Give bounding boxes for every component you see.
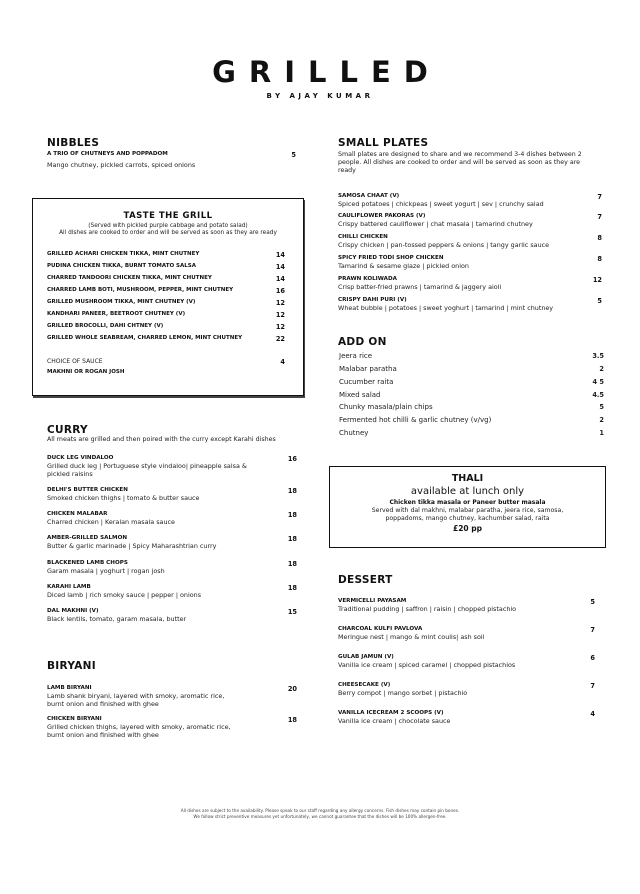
sauce-row (47, 358, 295, 366)
menu-item-price: 8 (597, 255, 602, 263)
taste-the-grill-box (32, 198, 304, 396)
menu-item-price: 5 (590, 598, 595, 606)
menu-item-name: DUCK LEG VINDALOO (47, 455, 114, 461)
menu-item-price: 7 (590, 682, 595, 690)
list-item (47, 299, 295, 306)
taste-the-grill-subtitle: (Served with pickled purple cabbage and potato salad) (88, 223, 248, 229)
menu-item-name: GRILLED MUSHROOM TIKKA, MINT CHUTNEY (V) (47, 299, 196, 305)
list-item (338, 710, 595, 725)
sauce-options: MAKHNI OR ROGAN JOSH (47, 369, 125, 375)
menu-item-name: VANILLA ICECREAM 2 SCOOPS (V) (338, 710, 444, 716)
menu-item-price: 12 (275, 311, 285, 319)
addon-name: Fermented hot chilli & garlic chutney (v/vg) (339, 416, 492, 424)
menu-item-price: 4 (590, 710, 595, 718)
list-item (47, 311, 295, 318)
menu-item-desc: Vanilla ice cream | spiced caramel | chopped pistachios (338, 661, 516, 669)
menu-item-price: 12 (592, 276, 602, 284)
menu-item-desc: Vanilla ice cream | chocolate sauce (338, 717, 451, 725)
thali-heading: THALI (451, 473, 484, 484)
list-item (338, 213, 602, 228)
list-item (339, 365, 604, 373)
list-item (47, 335, 295, 342)
list-item (47, 608, 297, 623)
thali-choice: Chicken tikka masala or Paneer butter masala (389, 499, 546, 506)
menu-item-desc: Berry compot | mango sorbet | pistachio (338, 689, 468, 697)
menu-item-name: CHEESECAKE (V) (338, 682, 391, 688)
allergy-footer (0, 808, 640, 819)
menu-item-price: 16 (275, 287, 285, 295)
menu-item-price: 7 (597, 213, 602, 221)
menu-item-desc: Smoked chicken thighs | tomato & butter sauce (47, 494, 200, 502)
menu-item-desc: Black lentils, tomato, garam masala, butter (47, 615, 187, 623)
curry-description: All meats are grilled and then poired with the curry except Karahi dishes (47, 436, 276, 443)
list-item (338, 297, 602, 312)
list-item (47, 251, 295, 258)
menu-item-name: CHARRED LAMB BOTI, MUSHROOM, PEPPER, MINT CHUTNEY (47, 287, 234, 293)
menu-item-desc: Mango chutney, pickled carrots, spiced onions (47, 161, 196, 169)
list-item (47, 584, 297, 599)
addon-name: Malabar paratha (339, 365, 397, 373)
menu-item-price: 14 (275, 275, 285, 283)
menu-item-desc: Spiced potatoes | chickpeas | sweet yogurt | sev | crunchy salad (338, 200, 544, 208)
small-plates-heading: SMALL PLATES (338, 137, 429, 149)
menu-item-price: 22 (275, 335, 285, 343)
menu-item-desc: Lamb shank biryani, layered with smoky, aromatic rice, burnt onion and finished with ghee (47, 692, 225, 708)
sauce-label: CHOICE OF SAUCE (47, 358, 103, 365)
menu-item-price: 18 (287, 511, 297, 519)
menu-item-desc: Meringue nest | mango & mint coulis| ash soil (338, 633, 485, 641)
menu-item-name: CHARRED TANDOORI CHICKEN TIKKA, MINT CHUTNEY (47, 275, 212, 281)
menu-item-desc: Wheat bubble | potatoes | sweet yoghurt | tamarind | mint chutney (338, 304, 554, 312)
brand-title: GRILLED (212, 55, 441, 89)
addon-name: Chunky masala/plain chips (339, 403, 433, 411)
list-item (339, 403, 604, 411)
list-item (338, 626, 595, 641)
list-item (47, 716, 297, 739)
list-item (338, 598, 595, 613)
list-item (47, 455, 297, 478)
thali-price: £20 pp (452, 524, 482, 533)
menu-item-name: SAMOSA CHAAT (V) (338, 193, 400, 199)
addon-price: 2 (599, 365, 604, 373)
menu-item-price: 18 (287, 487, 297, 495)
menu-item-desc: Crispy chicken | pan-tossed peppers & onions | tangy garlic sauce (338, 241, 550, 249)
list-item (338, 255, 602, 270)
menu-item-desc: Garam masala | yoghurt | rogan josh (47, 567, 165, 575)
menu-item-desc: Diced lamb | rich smoky sauce | pepper | onions (47, 591, 202, 599)
nibbles-heading: NIBBLES (47, 137, 100, 149)
menu-item-desc: Grilled duck leg | Portuguese style vindaloo| pineapple salsa & pickled raisins (47, 462, 247, 478)
menu-item-price: 12 (275, 299, 285, 307)
dessert-heading: DESSERT (338, 574, 393, 586)
list-item (338, 276, 602, 291)
small-plates-description: Small plates are designed to share and we recommend 3-4 dishes between 2 people. All dishes are cooked to order and will be served as soon as they are ready (338, 151, 582, 174)
list-item (339, 391, 604, 399)
addon-name: Chutney (339, 429, 369, 437)
menu-item-name: KANDHARI PANEER, BEETROOT CHUTNEY (V) (47, 311, 186, 317)
addon-price: 4 5 (592, 378, 604, 386)
addon-price: 5 (599, 403, 604, 411)
menu-item-price: 14 (275, 251, 285, 259)
menu-item-desc: Butter & garlic marinade | Spicy Maharashtrian curry (47, 542, 217, 550)
biryani-heading: BIRYANI (47, 660, 96, 672)
menu-item-price: 7 (590, 626, 595, 634)
footer-line-1: All dishes are subject to the availability. Please speak to our staff regarding any allergy concerns. Fish dishes may contain pin bones. (180, 808, 460, 813)
thali-box (329, 466, 606, 548)
taste-the-grill-note: All dishes are cooked to order and will be served as soon as they are ready (59, 230, 277, 236)
menu-item-name: GRILLED BROCOLLI, DAHI CHTNEY (V) (47, 323, 164, 329)
menu-item-name: AMBER-GRILLED SALMON (47, 535, 128, 541)
brand-subtitle: BY AJAY KUMAR (266, 92, 374, 100)
menu-item-desc: Crispy battered cauliflower | chat masala | tamarind chutney (338, 220, 533, 228)
menu-item-price: 16 (287, 455, 297, 463)
add-on-heading: ADD ON (338, 336, 387, 348)
menu-item-price: 18 (287, 535, 297, 543)
menu-item-name: CHICKEN BIRYANI (47, 716, 102, 722)
list-item (47, 275, 295, 282)
addon-name: Jeera rice (339, 352, 373, 360)
menu-item-desc: Traditional pudding | saffron | raisin | chopped pistachio (338, 605, 517, 613)
menu-item-name: VERMICELLI PAYASAM (338, 598, 407, 604)
addon-price: 1 (599, 429, 604, 437)
list-item (47, 511, 297, 526)
list-item (47, 287, 295, 294)
menu-item-name: SPICY FRIED TODI SHOP CHICKEN (338, 255, 444, 261)
menu-item-name: PUDINA CHICKEN TIKKA, BURNT TOMATO SALSA (47, 263, 197, 269)
menu-item-name: GRILLED ACHARI CHICKEN TIKKA, MINT CHUTNEY (47, 251, 200, 257)
menu-item-name: CAULIFLOWER PAKORAS (V) (338, 213, 426, 219)
menu-item-price: 14 (275, 263, 285, 271)
addon-price: 2 (599, 416, 604, 424)
menu-item-price: 15 (287, 608, 297, 616)
list-item (339, 416, 604, 424)
menu-item-price: 5 (597, 297, 602, 305)
menu-item-desc: Tamarind & sesame glaze | pickled onion (338, 262, 469, 270)
addon-name: Cucumber raita (339, 378, 394, 386)
list-item (338, 682, 595, 697)
list-item (47, 263, 295, 270)
thali-availability: available at lunch only (410, 486, 525, 497)
menu-item-price: 7 (597, 193, 602, 201)
menu-item-name: CHICKEN MALABAR (47, 511, 108, 517)
menu-item-desc: Crisp batter-fried prawns | tamarind & jaggery aioli (338, 283, 502, 291)
menu-item-price: 18 (287, 560, 297, 568)
menu-item-name: CHILLI CHICKEN (338, 234, 388, 240)
list-item (338, 193, 602, 208)
list-item (338, 234, 602, 249)
list-item (47, 685, 297, 708)
list-item (47, 535, 297, 550)
list-item (47, 560, 297, 575)
menu-item-name: GRILLED WHOLE SEABREAM, CHARRED LEMON, MINT CHUTNEY (47, 335, 243, 341)
list-item (339, 352, 604, 360)
list-item (47, 323, 295, 330)
menu-item-name: LAMB BIRYANI (47, 685, 92, 691)
sauce-options-row (47, 369, 295, 376)
menu-item-name: A TRIO OF CHUTNEYS AND POPPADOM (47, 151, 168, 157)
menu-item-desc: Grilled chicken thighs, layered with smoky, aromatic rice, burnt onion and finished with ghee (47, 723, 231, 739)
thali-description: Served with dal makhni, malabar paratha, jeera rice, samosa, poppadoms, mango chutney, kachumber salad, raita (371, 507, 564, 522)
addon-name: Mixed salad (339, 391, 381, 399)
curry-heading: CURRY (47, 424, 88, 436)
menu-item-price: 8 (597, 234, 602, 242)
addon-price: 4.5 (592, 391, 604, 399)
menu-item-price: 5 (291, 151, 296, 159)
menu-item-name: GULAB JAMUN (V) (338, 654, 394, 660)
menu-item-name: BLACKENED LAMB CHOPS (47, 560, 128, 566)
menu-item-price: 18 (287, 716, 297, 724)
addon-price: 3.5 (592, 352, 604, 360)
menu-item-price: 12 (275, 323, 285, 331)
list-item (47, 487, 297, 502)
sauce-price: 4 (280, 358, 285, 366)
menu-item-name: DAL MAKHNI (V) (47, 608, 99, 614)
menu-item-desc: Charred chicken | Keralan masala sauce (47, 518, 175, 526)
menu-item-price: 20 (287, 685, 297, 693)
taste-the-grill-heading: TASTE THE GRILL (123, 211, 213, 221)
menu-item-name: PRAWN KOLIWADA (338, 276, 397, 282)
menu-item-name: KARAHI LAMB (47, 584, 91, 590)
menu-item-price: 18 (287, 584, 297, 592)
menu-item-name: CRISPY DAHI PURI (V) (338, 297, 407, 303)
menu-item-name: CHARCOAL KULFI PAVLOVA (338, 626, 423, 632)
menu-item-name: DELHI'S BUTTER CHICKEN (47, 487, 128, 493)
list-item (338, 654, 595, 669)
menu-item-price: 6 (590, 654, 595, 662)
list-item (339, 378, 604, 386)
list-item (339, 429, 604, 437)
footer-line-2: We follow strict preventive measures yet unfortunately, we cannot guarantee that the dishes will be 100% allergen-free. (193, 813, 447, 819)
